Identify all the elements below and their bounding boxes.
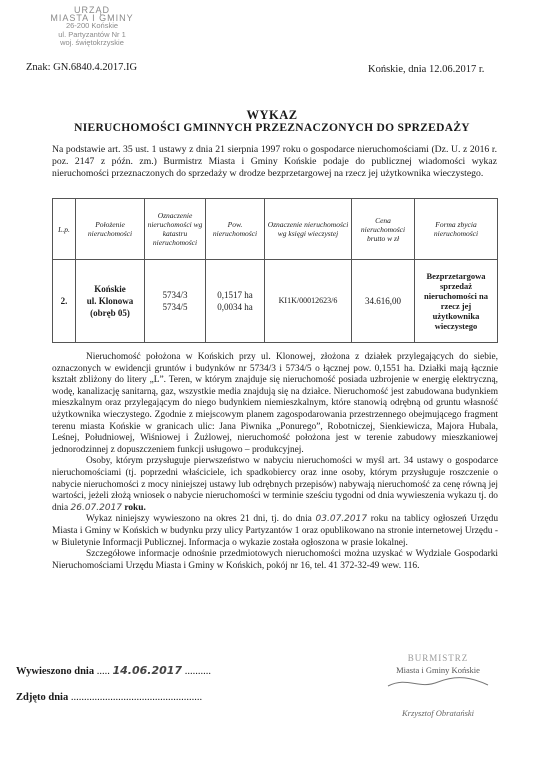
parcel-number: 5734/3 <box>162 290 188 300</box>
description-paragraph: Nieruchomość położona w Końskich przy ul. Klonowej, złożona z działek przylegających do siebie, oznaczonych w ewidencji gruntów i budynków nr 5734/3 i 5734/5 o łącznej pow. 0,1551 ha. Działki mają łącznie kształt zbliżony do litery „L”. Teren, w którym znajduje się nieruchomość posiada uzbrojenie w energię elektryczną, wodę, kanalizację sanitarną, gaz, wszystkie media znajdują się na działce. Nieruchomość jest zabudowana budynkiem mieszkalnym oraz przylegającym do niego budynkiem niemieszkalnym, które stanowią odrębną od gruntu własność użytkownika wieczystego. Zgodnie z miejscowym planem zagospodarowania przestrzennego obejmującego fragment terenu miasta Końskie w granicach ulic: Jana Piwnika „Ponurego”, Robotniczej, Sienkiewicza, Majora Hubala, Leśnej, Południowej, Wiśniowej i Żużlowej, nieruchomość położona jest w terenie zabudowy mieszkaniowej jednorodzinnej z dopuszczeniem funkcji usługowo – produkcyjnej. <box>52 352 498 455</box>
stamp-line: ul. Partyzantów Nr 1 <box>58 29 126 39</box>
stamp-line: MIASTA I GMINY <box>50 13 134 24</box>
property-table <box>52 198 498 343</box>
contact-paragraph: Szczegółowe informacje odnośnie przedmiotowych nieruchomości można uzyskać w Wydziale Gospodarki Nieruchomościami Urzędu Miasta i Gminy w Końskich, pokój nr 16, tel. 41 372-32-49 wew. 116. <box>52 549 498 571</box>
area-value: 0,0034 ha <box>217 302 253 312</box>
cell-sale-form: Bezprzetargowa sprzedaż nieruchomości na rzecz jej użytkownika wieczystego <box>415 260 498 343</box>
cell-price: 34.616,00 <box>352 260 415 343</box>
parcel-number: 5734/5 <box>162 302 188 312</box>
stamp-line: woj. świętokrzyskie <box>60 37 124 47</box>
location-city: Końskie <box>94 284 126 294</box>
document-date: Końskie, dnia 12.06.2017 r. <box>368 64 485 75</box>
signature-office: Miasta i Gminy Końskie <box>396 665 480 675</box>
column-header: Pow. nieruchomości <box>206 199 265 260</box>
handwritten-posted-date: 14.06.2017 <box>112 664 183 677</box>
column-header: Położenie nieruchomości <box>76 199 145 260</box>
stamp-line: URZĄD <box>74 5 110 15</box>
removed-label: Zdjęto dnia <box>16 692 69 703</box>
priority-paragraph <box>52 456 498 514</box>
cell-parcels <box>145 260 206 343</box>
posted-label: Wywieszono dnia <box>16 666 95 677</box>
column-header: L.p. <box>53 199 76 260</box>
cell-lp: 2. <box>53 260 76 343</box>
table-row <box>53 260 498 343</box>
cell-location <box>76 260 145 343</box>
posting-text-rest: roku na tablicy ogłoszeń Urzędu Miasta i Gminy w Końskich w budynku przy ulicy Partyzantów 1 oraz opublikowano na stronie internetowej Urzędu - w Biuletynie Informacji Publicznej. Informacja o wykazie została ogłoszona w prasie lokalnej. <box>52 514 499 548</box>
posted-date-line: Wywieszono dnia ..... 14.06.2017 .......... <box>16 664 211 677</box>
area-value: 0,1517 ha <box>217 290 253 300</box>
column-header: Cena nieruchomości brutto w zł <box>352 199 415 260</box>
handwritten-posting-date: 03.07.2017 <box>315 514 368 525</box>
cell-land-register: KI1K/00012623/6 <box>265 260 352 343</box>
removed-date-line: Zdjęto dnia .................................................. <box>16 692 203 703</box>
column-header: Oznaczenie nieruchomości wg katastru nieruchomości <box>145 199 206 260</box>
document-title: WYKAZ <box>246 108 298 122</box>
handwritten-deadline: 26.07.2017 <box>70 502 123 513</box>
document-body <box>52 352 498 572</box>
posting-text: Wykaz niniejszy wywieszono na okres 21 dni, tj. do dnia <box>86 514 312 525</box>
stamp-line: 26-200 Końskie <box>65 21 119 31</box>
table-header-row <box>53 199 498 260</box>
priority-suffix: roku. <box>124 502 146 513</box>
office-stamp <box>34 6 150 47</box>
document-subtitle: NIERUCHOMOŚCI GMINNYCH PRZEZNACZONYCH DO SPRZEDAŻY <box>74 122 470 134</box>
reference-number: Znak: GN.6840.4.2017.IG <box>26 62 138 73</box>
signature-block <box>368 652 508 719</box>
signature-scribble-icon <box>378 676 498 690</box>
location-street: ul. Klonowa <box>86 296 134 306</box>
priority-text: Osoby, którym przysługuje pierwszeństwo w nabyciu nieruchomości w myśl art. 34 ustawy o gospodarce nieruchomościami (tj. poprzedni właściciele, ich spadkobiercy oraz inne osoby, którym przysługuje roszczenie o nabycie nieruchomości z mocy niniejszej ustawy lub odrębnych przepisów) nabywają nieruchomość za cenę równą jej wartości, jeżeli złożą wniosek o nabycie nieruchomości w terminie sześciu tygodni od dnia wywieszenia wykazu tj. do dnia <box>52 456 498 513</box>
signature-name: Krzysztof Obratański <box>401 708 475 718</box>
intro-paragraph: Na podstawie art. 35 ust. 1 ustawy z dnia 21 sierpnia 1997 roku o gospodarce nieruchomościami (Dz. U. z 2016 r. poz. 2147 z późn. zm.) Burmistrz Miasta i Gminy Końskie podaje do publicznej wiadomości wykaz nieruchomości przeznaczonych do sprzedaży w drodze bezprzetargowej na rzecz jej użytkownika wieczystego. <box>52 144 497 180</box>
cell-area <box>206 260 265 343</box>
column-header: Oznaczenie nieruchomości wg księgi wieczystej <box>265 199 352 260</box>
location-precinct: (obręb 05) <box>90 308 130 318</box>
posting-paragraph <box>52 514 498 549</box>
column-header: Forma zbycia nieruchomości <box>415 199 498 260</box>
signature-role: BURMISTRZ <box>407 653 469 663</box>
